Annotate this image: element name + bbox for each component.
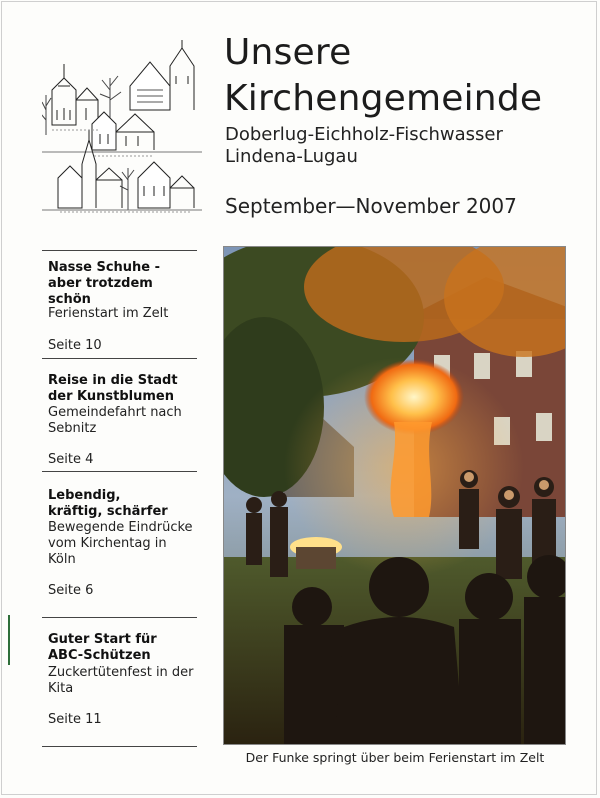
article-headline — [48, 488, 168, 520]
contents-sidebar — [42, 250, 197, 747]
article-page: Seite 6 — [48, 583, 94, 598]
headline-line: Reise in die Stadt — [48, 373, 178, 388]
subline-line: Gemeindefahrt nach — [48, 405, 182, 420]
article-subline — [48, 665, 194, 697]
subline-line: Köln — [48, 552, 76, 567]
article-subline — [48, 405, 182, 437]
photo-caption: Der Funke springt über beim Ferienstart im Zelt — [245, 750, 545, 765]
headline-line: Nasse Schuhe - — [48, 260, 161, 275]
publication-title — [224, 30, 542, 122]
article-headline — [48, 260, 160, 308]
headline-line: kräftig, schärfer — [48, 504, 168, 519]
headline-line: schön — [48, 292, 91, 307]
headline-line: der Kunstblumen — [48, 389, 175, 404]
article-page: Seite 10 — [48, 338, 102, 353]
parish-line-1: Doberlug-Eichholz-Fischwasser — [225, 124, 503, 145]
headline-line: Guter Start für — [48, 632, 157, 647]
church-sketch-illustration — [42, 40, 202, 218]
article-headline — [48, 373, 178, 405]
article-headline — [48, 632, 157, 664]
subline-line: Bewegende Eindrücke — [48, 520, 193, 535]
article-page: Seite 4 — [48, 452, 94, 467]
contents-item-3[interactable] — [42, 471, 197, 617]
article-subline — [48, 520, 193, 568]
contents-item-2[interactable] — [42, 358, 197, 471]
article-subline — [48, 306, 168, 322]
subline-line: Kita — [48, 681, 74, 696]
subline-line: vom Kirchentag in — [48, 536, 167, 551]
margin-mark — [8, 615, 10, 665]
headline-line: ABC-Schützen — [48, 648, 151, 663]
parish-names — [225, 124, 503, 168]
headline-line: aber trotzdem — [48, 276, 153, 291]
subline-line: Sebnitz — [48, 421, 97, 436]
title-line-2: Kirchengemeinde — [224, 78, 543, 119]
sidebar-bottom-rule — [42, 746, 197, 747]
article-page: Seite 11 — [48, 712, 102, 727]
headline-line: Lebendig, — [48, 488, 121, 503]
subline-line: Ferienstart im Zelt — [48, 306, 169, 321]
cover-photo — [223, 246, 566, 745]
contents-item-4[interactable] — [42, 617, 197, 746]
subline-line: Zuckertütenfest in der — [48, 665, 194, 680]
issue-date: September—November 2007 — [225, 194, 517, 218]
contents-item-1[interactable] — [42, 250, 197, 358]
parish-line-2: Lindena-Lugau — [225, 146, 358, 167]
title-line-1: Unsere — [224, 32, 352, 73]
